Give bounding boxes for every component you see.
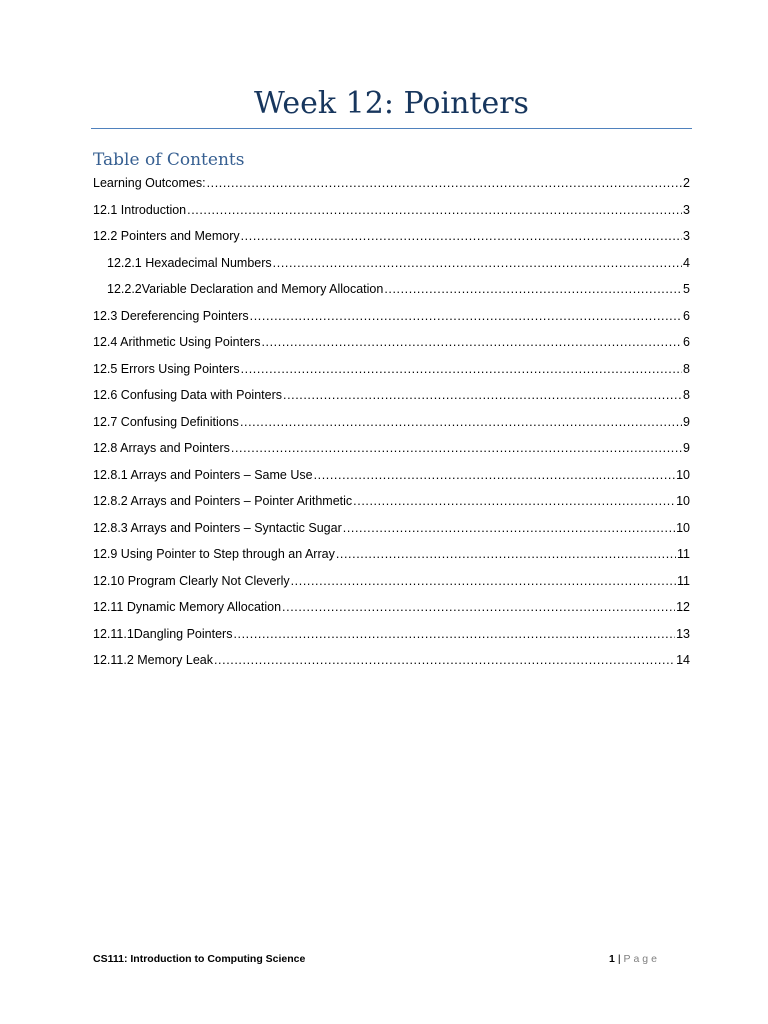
toc-entry[interactable] (93, 329, 690, 356)
toc-entry[interactable] (93, 435, 690, 462)
toc-entry-page-number[interactable]: 10 (676, 467, 690, 482)
toc-dot-leader (214, 647, 675, 674)
toc-entry-label[interactable]: 12.11 Dynamic Memory Allocation (93, 600, 282, 614)
toc-heading: Table of Contents (93, 150, 245, 170)
footer-page-number: 1 (609, 953, 615, 965)
toc-dot-leader (240, 409, 682, 436)
toc-entry-label[interactable]: 12.3 Dereferencing Pointers (93, 308, 249, 323)
footer-separator: | (617, 953, 621, 965)
toc-entry[interactable] (93, 462, 690, 489)
toc-entry[interactable] (93, 250, 690, 277)
toc-dot-leader (261, 329, 682, 356)
toc-entry[interactable] (93, 356, 690, 383)
toc-entry-label[interactable]: 12.2 Pointers and Memory (93, 229, 240, 243)
toc-dot-leader (241, 356, 682, 383)
toc-entry-label[interactable]: 12.8.3 Arrays and Pointers – Syntactic Sugar (93, 520, 342, 535)
toc-entry-label[interactable]: 12.6 Confusing Data with Pointers (93, 388, 282, 402)
toc-dot-leader (343, 515, 675, 542)
toc-entry-page-number[interactable]: 5 (683, 282, 690, 296)
toc-entry-page-number[interactable]: 3 (683, 202, 690, 217)
footer-page-word: Page (623, 953, 660, 965)
footer-page-indicator (609, 952, 660, 966)
toc-entry-label[interactable]: Learning Outcomes: (93, 176, 206, 190)
toc-dot-leader (250, 303, 682, 330)
table-of-contents (93, 170, 690, 674)
toc-entry-label[interactable]: 12.1 Introduction (93, 202, 187, 217)
toc-entry-label[interactable]: 12.11.1Dangling Pointers (93, 626, 233, 641)
toc-dot-leader (282, 594, 675, 621)
toc-entry-page-number[interactable]: 8 (683, 388, 690, 402)
toc-entry-page-number[interactable]: 9 (683, 441, 690, 455)
toc-entry-label[interactable]: 12.11.2 Memory Leak (93, 653, 213, 667)
toc-dot-leader (187, 197, 682, 224)
toc-entry[interactable] (93, 197, 690, 224)
toc-entry[interactable] (93, 409, 690, 436)
toc-dot-leader (283, 382, 682, 409)
toc-dot-leader (291, 568, 676, 595)
toc-dot-leader (241, 223, 682, 250)
toc-dot-leader (353, 488, 675, 515)
toc-entry[interactable] (93, 382, 690, 409)
toc-entry-label[interactable]: 12.2.2Variable Declaration and Memory Allocation (107, 282, 384, 296)
toc-entry-page-number[interactable]: 2 (683, 176, 690, 190)
toc-entry-page-number[interactable]: 13 (676, 626, 690, 641)
footer-course-title: CS111: Introduction to Computing Science (93, 953, 306, 965)
toc-dot-leader (314, 462, 676, 489)
toc-entry-page-number[interactable]: 12 (676, 600, 690, 614)
toc-entry-page-number[interactable]: 4 (683, 255, 690, 270)
toc-entry-label[interactable]: 12.2.1 Hexadecimal Numbers (107, 255, 272, 270)
toc-entry-page-number[interactable]: 3 (683, 229, 690, 243)
toc-entry-label[interactable]: 12.10 Program Clearly Not Cleverly (93, 573, 290, 588)
toc-dot-leader (207, 170, 682, 197)
toc-entry[interactable] (93, 303, 690, 330)
toc-dot-leader (233, 621, 675, 648)
toc-entry[interactable] (93, 488, 690, 515)
toc-entry[interactable] (93, 276, 690, 303)
toc-entry-page-number[interactable]: 8 (683, 361, 690, 376)
toc-entry-label[interactable]: 12.7 Confusing Definitions (93, 414, 239, 429)
toc-entry[interactable] (93, 541, 690, 568)
toc-entry[interactable] (93, 568, 690, 595)
toc-entry[interactable] (93, 594, 690, 621)
toc-dot-leader (231, 435, 682, 462)
toc-entry-label[interactable]: 12.4 Arithmetic Using Pointers (93, 335, 261, 349)
toc-entry-page-number[interactable]: 9 (683, 414, 690, 429)
toc-entry-page-number[interactable]: 10 (676, 520, 690, 535)
toc-entry[interactable] (93, 170, 690, 197)
toc-entry-page-number[interactable]: 10 (676, 494, 690, 508)
toc-entry-page-number[interactable]: 11 (677, 547, 690, 561)
toc-entry-label[interactable]: 12.8.2 Arrays and Pointers – Pointer Arithmetic (93, 494, 353, 508)
toc-entry[interactable] (93, 223, 690, 250)
toc-entry[interactable] (93, 647, 690, 674)
toc-entry[interactable] (93, 621, 690, 648)
toc-entry-label[interactable]: 12.9 Using Pointer to Step through an Array (93, 547, 335, 561)
toc-entry-label[interactable]: 12.8.1 Arrays and Pointers – Same Use (93, 467, 313, 482)
toc-entry-page-number[interactable]: 6 (683, 335, 690, 349)
toc-entry-page-number[interactable]: 11 (677, 573, 690, 588)
toc-entry-page-number[interactable]: 14 (676, 653, 690, 667)
title-divider (91, 128, 692, 129)
toc-dot-leader (384, 276, 682, 303)
toc-dot-leader (273, 250, 682, 277)
toc-entry-label[interactable]: 12.8 Arrays and Pointers (93, 441, 230, 455)
toc-dot-leader (336, 541, 676, 568)
toc-entry-page-number[interactable]: 6 (683, 308, 690, 323)
toc-entry-label[interactable]: 12.5 Errors Using Pointers (93, 361, 240, 376)
toc-entry[interactable] (93, 515, 690, 542)
page-title: Week 12: Pointers (254, 86, 529, 121)
